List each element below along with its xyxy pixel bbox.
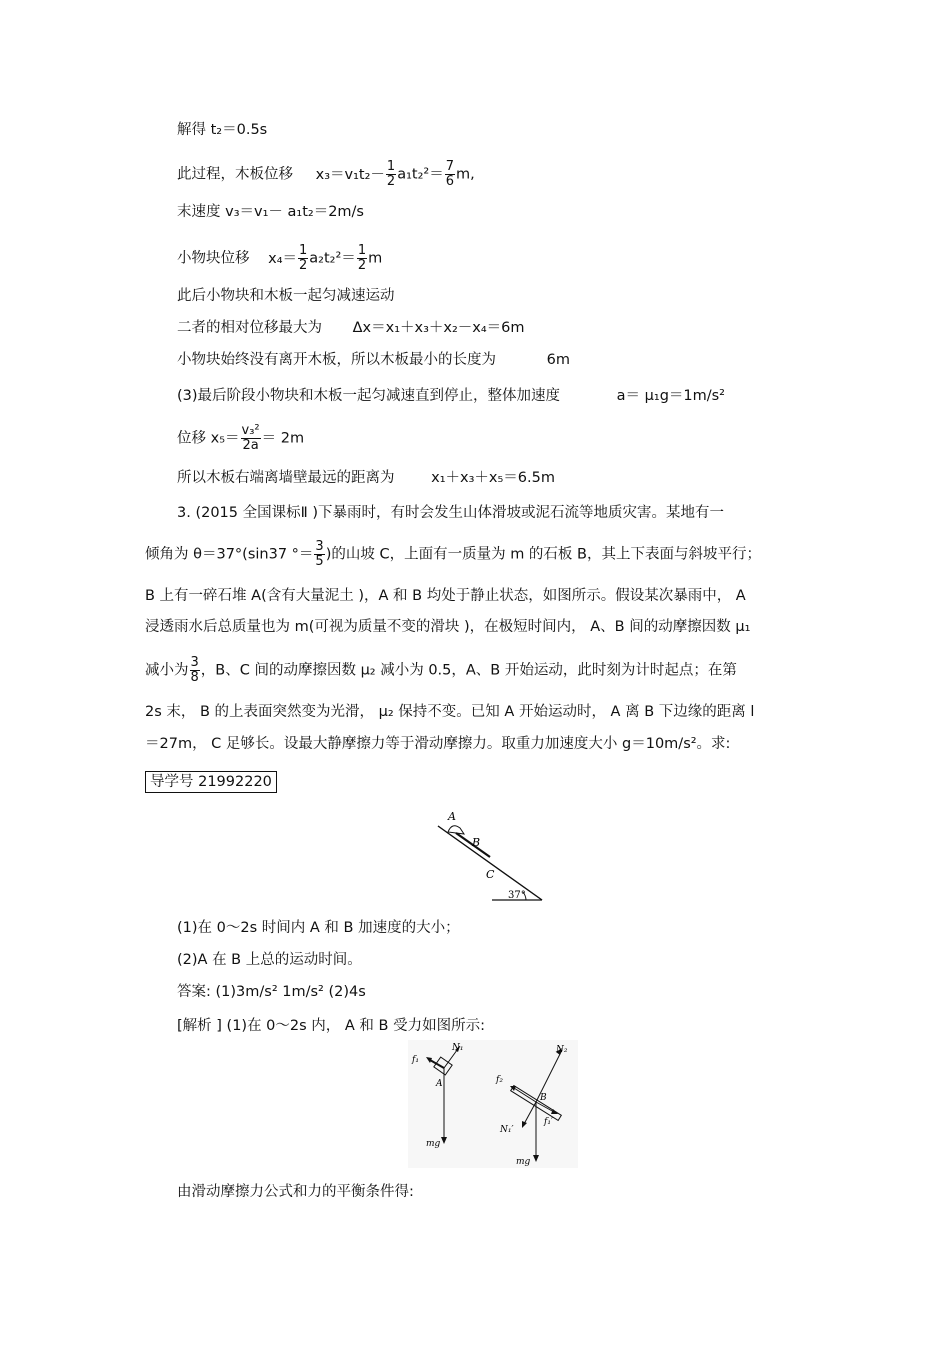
fraction: $\frac{3}{8}$ xyxy=(190,655,199,685)
problem-3-line7: ＝27m， C 足够长。设最大静摩擦力等于滑动摩擦力。取重力加速度大小 g＝10m/s²。求: xyxy=(145,736,731,752)
label-mg-left: mg xyxy=(426,1139,441,1149)
label-c: C xyxy=(486,868,495,881)
problem-3-line5: 减小为 $\frac{3}{8}$ ，B、C 间的动摩擦因数 μ₂ 减小为 0.5，A、B 开始运动，此时刻为计时起点；在第 xyxy=(145,655,737,685)
board-displacement-line: 此过程，木板位移 x₃＝v₁t₂－ $\frac{1}{2}$ a₁t₂²＝ $\frac{7}{6}$ m, xyxy=(177,159,475,189)
force-diagram xyxy=(408,1040,578,1168)
problem-3-line6: 2s 末， B 的上表面突然变为光滑， μ₂ 保持不变。已知 A 开始运动时， A 离 B 下边缘的距离 l xyxy=(145,704,755,720)
answer-line: 答案: (1)3m/s² 1m/s² (2)4s xyxy=(177,984,366,1000)
label-a: A xyxy=(448,810,456,823)
label-b: B xyxy=(472,836,481,849)
label-n2: N₂ xyxy=(556,1045,568,1055)
fraction: $\frac{7}{6}$ xyxy=(445,159,454,189)
part3-line: (3)最后阶段小物块和木板一起匀减速直到停止，整体加速度 a＝ μ₁g＝1m/s² xyxy=(177,388,725,404)
problem-3-line3: B 上有一碎石堆 A(含有大量泥土 )，A 和 B 均处于静止状态，如图所示。假设某次暴雨中， A xyxy=(145,588,746,604)
label-f1: f₁ xyxy=(412,1055,419,1065)
label-f2: f₂ xyxy=(496,1075,503,1085)
friction-formula-line: 由滑动摩擦力公式和力的平衡条件得: xyxy=(177,1184,414,1200)
question-2: (2)A 在 B 上总的运动时间。 xyxy=(177,952,362,968)
analysis-line: [解析 ] (1)在 0～2s 内， A 和 B 受力如图所示: xyxy=(177,1018,485,1034)
min-length-line: 小物块始终没有离开木板，所以木板最小的长度为 6m xyxy=(177,352,570,368)
label-n1-prime: N₁′ xyxy=(500,1125,514,1135)
fraction: $\frac{1}{2}$ xyxy=(299,243,308,273)
decelerate-line: 此后小物块和木板一起匀减速运动 xyxy=(177,288,395,304)
fraction: $\frac{1}{2}$ xyxy=(357,243,367,273)
final-velocity-line: 末速度 v₃＝v₁－ a₁t₂＝2m/s xyxy=(177,204,364,220)
label-a-force: A xyxy=(436,1079,443,1089)
block-displacement-line: 小物块位移 x₄＝ $\frac{1}{2}$ a₂t₂²＝ $\frac{1}{2}$ m xyxy=(177,243,383,273)
label-n1: N₁ xyxy=(452,1043,464,1053)
label-b-force: B xyxy=(540,1093,547,1103)
problem-3-line4: 浸透雨水后总质量也为 m(可视为质量不变的滑块 )，在极短时间内， A、B 间的动摩擦因数 μ₁ xyxy=(145,619,751,635)
relative-displacement-line: 二者的相对位移最大为 Δx＝x₁＋x₃＋x₂－x₄＝6m xyxy=(177,320,525,336)
fraction: $\frac{3}{5}$ xyxy=(315,539,324,569)
angle-label: 37° xyxy=(508,890,526,901)
max-distance-line: 所以木板右端离墙壁最远的距离为 x₁＋x₃＋x₅＝6.5m xyxy=(177,470,555,486)
solve-t2: 解得 t₂＝0.5s xyxy=(177,122,268,138)
fraction: $\frac{\text{v₃²}}{2a}$ xyxy=(241,423,260,453)
label-mg-right: mg xyxy=(516,1157,531,1167)
problem-3-line2: 倾角为 θ＝37°(sin37 °＝ $\frac{3}{5}$ )的山坡 C，上面有一质量为 m 的石板 B，其上下表面与斜坡平行； xyxy=(145,539,761,569)
problem-3-intro: 3. (2015 全国课标Ⅱ )下暴雨时，有时会发生山体滑坡或泥石流等地质灾害。某地有一 xyxy=(177,505,725,521)
question-1: (1)在 0～2s 时间内 A 和 B 加速度的大小； xyxy=(177,920,460,936)
slope-figure xyxy=(430,808,550,908)
guide-number-box: 导学号 21992220 xyxy=(145,771,277,793)
x5-line: 位移 x₅＝ $\frac{\text{v₃²}}{2a}$ ＝ 2m xyxy=(177,423,305,453)
fraction: $\frac{1}{2}$ xyxy=(386,159,396,189)
label-f1-prime: f₁′ xyxy=(544,1117,553,1127)
